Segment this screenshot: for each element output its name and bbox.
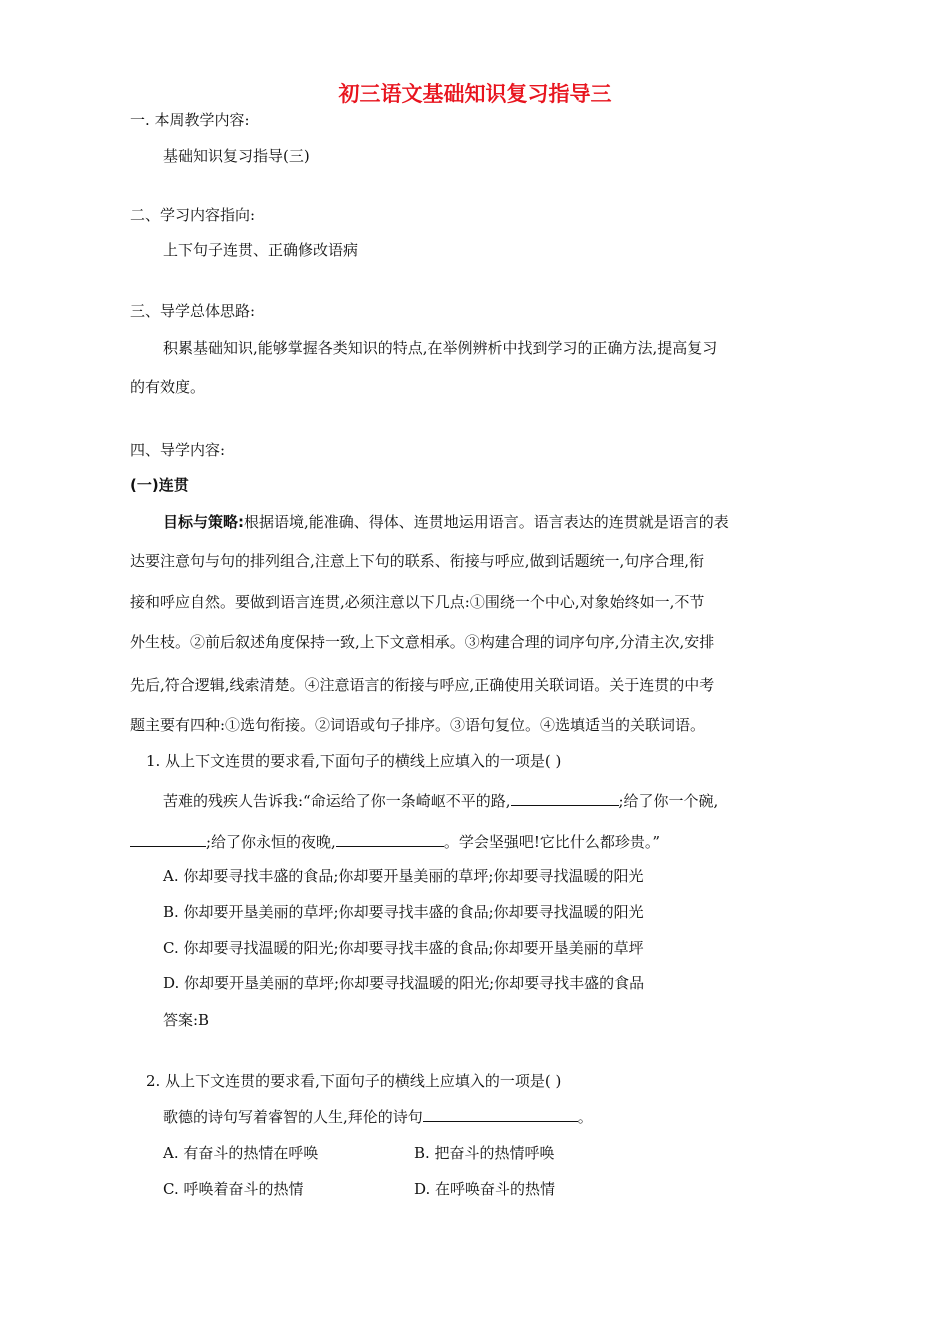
strategy-line-4: 外生枝。②前后叙述角度保持一致,上下文意相承。③构建合理的词序句序,分清主次,安排 [130,633,715,651]
question-1-text-part: 。学会坚强吧!它比什么都珍贵。” [443,833,661,851]
question-1-option-c: C. 你却要寻找温暖的阳光;你却要寻找丰盛的食品;你却要开垦美丽的草坪 [163,939,644,957]
section-2-heading: 二、学习内容指向: [130,206,256,224]
strategy-line-5: 先后,符合逻辑,线索清楚。④注意语言的衔接与呼应,正确使用关联词语。关于连贯的中考 [130,676,715,694]
question-2-text-part: 。 [577,1108,593,1126]
fill-blank [130,831,206,847]
section-3-body-line-2: 的有效度。 [130,378,206,396]
section-1-body: 基础知识复习指导(三) [163,147,310,165]
question-2-option-c: C. 呼唤着奋斗的热情 [163,1180,304,1198]
question-1-option-d: D. 你却要开垦美丽的草坪;你却要寻找温暖的阳光;你却要寻找丰盛的食品 [163,974,645,992]
question-1-option-a: A. 你却要寻找丰盛的食品;你却要开垦美丽的草坪;你却要寻找温暖的阳光 [163,867,644,885]
question-2-option-a: A. 有奋斗的热情在呼唤 [163,1144,319,1162]
question-1-stem: 1. 从上下文连贯的要求看,下面句子的横线上应填入的一项是( ) [146,752,562,770]
strategy-label: 目标与策略: [163,513,244,531]
subsection-coherence-heading: (一)连贯 [130,476,189,494]
question-1-text-part: 苦难的残疾人告诉我:“命运给了你一条崎岖不平的路, [163,792,511,810]
question-2-stem: 2. 从上下文连贯的要求看,下面句子的横线上应填入的一项是( ) [146,1072,562,1090]
question-1-text-line-2 [130,831,660,852]
section-3-body-line-1: 积累基础知识,能够掌握各类知识的特点,在举例辨析中找到学习的正确方法,提高复习 [163,339,718,357]
question-1-text-line-1 [163,790,718,811]
question-2-text-part: 歌德的诗句写着睿智的人生,拜伦的诗句 [163,1108,423,1126]
question-1-option-b: B. 你却要开垦美丽的草坪;你却要寻找丰盛的食品;你却要寻找温暖的阳光 [163,903,644,921]
fill-blank [423,1106,578,1122]
question-2-option-d: D. 在呼唤奋斗的热情 [414,1180,556,1198]
strategy-line-3: 接和呼应自然。要做到语言连贯,必须注意以下几点:①围绕一个中心,对象始终如一,不节 [130,593,705,611]
section-4-heading: 四、导学内容: [130,441,226,459]
question-1-text-part: ;给了你一个碗, [618,792,719,810]
question-1-answer: 答案:B [163,1011,210,1029]
question-1-text-part: ;给了你永恒的夜晚, [206,833,336,851]
strategy-line-1 [163,512,729,532]
fill-blank [511,790,619,806]
section-2-body: 上下句子连贯、正确修改语病 [163,241,359,259]
page-title: 初三语文基础知识复习指导三 [338,82,612,106]
question-2-text [163,1106,593,1127]
section-3-heading: 三、导学总体思路: [130,302,256,320]
strategy-text: 根据语境,能准确、得体、连贯地运用语言。语言表达的连贯就是语言的表 [244,513,729,531]
strategy-line-6: 题主要有四种:①选句衔接。②词语或句子排序。③语句复位。④选填适当的关联词语。 [130,716,706,734]
question-2-option-b: B. 把奋斗的热情呼唤 [414,1144,555,1162]
strategy-line-2: 达要注意句与句的排列组合,注意上下句的联系、衔接与呼应,做到话题统一,句序合理,衔 [130,552,705,570]
section-1-heading: 一. 本周教学内容: [130,111,250,129]
fill-blank [336,831,444,847]
